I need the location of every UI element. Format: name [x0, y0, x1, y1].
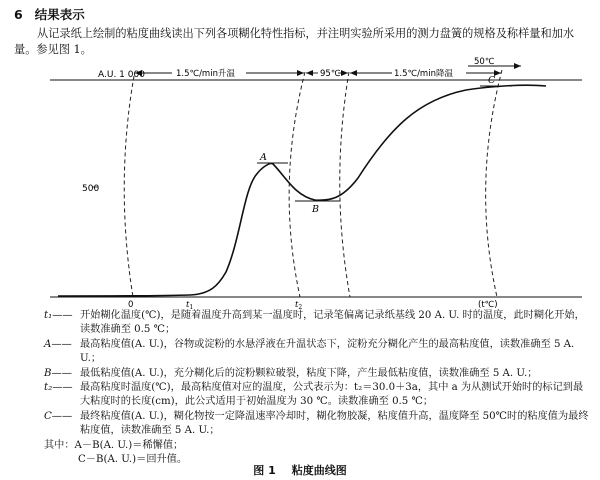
point-b-label: B: [312, 204, 319, 215]
dashed-scale-curve-end: [486, 70, 502, 297]
top-au-label: A.U. 1 000: [98, 70, 145, 80]
hold-phase-label: 95℃: [320, 69, 341, 79]
definition-text: 开始糊化温度(℃)，是随着温度升高到某一温度时，记录笔偏离记录纸基线 20 A. U. 时的温度，此时糊化开始，读数准确至 0.5 ℃；: [80, 310, 585, 336]
x-t1-label: $t_1$: [186, 300, 194, 311]
dashed-scale-curve-0: [124, 76, 134, 297]
definition-a: [44, 338, 592, 367]
x-temp-label: (t℃): [478, 300, 498, 310]
definition-term: t₂ ——: [44, 381, 73, 395]
note-breakdown: 其中：A－B(A. U.)＝稀懈值；: [44, 439, 184, 451]
definition-text: 最高粘度值(A. U.)，谷物或淀粉的水悬浮液在升温状态下，淀粉充分糊化产生的最高粘度值，读数准确至 5 A. U.；: [80, 338, 575, 365]
viscosity-curve: [58, 85, 546, 296]
end-temp-label: 50℃: [474, 57, 495, 67]
x-origin-label: 0: [128, 300, 134, 310]
point-c-label: C: [488, 75, 496, 86]
figure-caption-label: 图 1: [253, 464, 276, 477]
point-a-label: A: [260, 152, 267, 163]
heating-phase-label: 1.5℃/min升温: [176, 69, 235, 79]
definitions-list: [44, 309, 592, 467]
dashed-scale-curve-95: [340, 72, 350, 297]
section-title: 结果表示: [34, 7, 85, 22]
note-setback: C－B(A. U.)＝回升值。: [78, 454, 188, 466]
intro-paragraph: 从记录纸上绘制的粘度曲线读出下列各项糊化特性指标，并注明实验所采用的测力盘簧的规格及称样量和加水量。参见图 1。: [14, 27, 575, 56]
definition-term: t₁ ——: [44, 309, 73, 323]
figure-caption-title: 粘度曲线图: [291, 464, 347, 477]
definition-term: C ——: [44, 410, 72, 424]
definition-term: B ——: [44, 367, 72, 381]
section-number: 6: [14, 7, 23, 22]
definition-b: [44, 367, 592, 381]
y-500-label: 500: [82, 184, 100, 194]
definition-c: [44, 410, 592, 439]
definition-term: A ——: [44, 338, 72, 352]
x-t2-label: $t_2$: [295, 300, 303, 311]
definition-t1: [44, 309, 592, 338]
definition-text: 最高粘度时温度(℃)，最高粘度值对应的温度，公式表示为：t₂＝30.0＋3a，其中 a 为从测试开始时的标记到最大粘度时的长度(cm)，此公式适用于初始温度为 30 ℃。读数准确至 0.5 ℃；: [80, 382, 584, 408]
figure-caption: [0, 462, 600, 478]
definition-text: 最终粘度值(A. U.)，糊化物按一定降温速率冷却时，糊化物胶凝，粘度值升高，温度降至 50℃时的粘度值为最终粘度值，读数准确至 5 A. U.；: [80, 410, 589, 437]
cooling-phase-label: 1.5℃/min降温: [394, 69, 453, 79]
definition-text: 最低粘度值(A. U.)，充分糊化后的淀粉颗粒破裂，粘度下降，产生最低粘度值，读数准确至 5 A. U.；: [80, 367, 538, 379]
definition-t2: [44, 381, 592, 410]
